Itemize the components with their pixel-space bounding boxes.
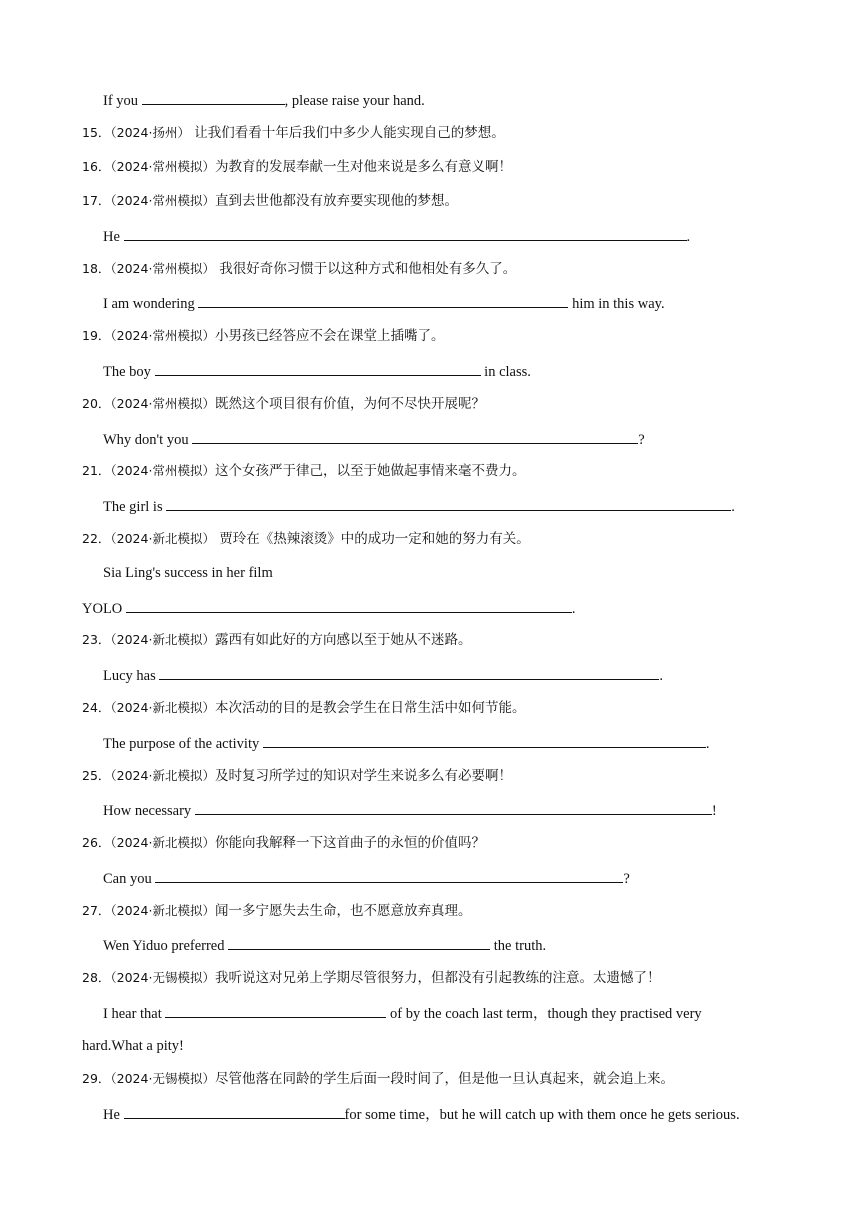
answer-prefix: Why don't you [103, 432, 189, 448]
chinese-prompt: 小男孩已经答应不会在课堂上插嘴了。 [214, 328, 445, 344]
question-number: 15． [82, 125, 111, 140]
answer-line [103, 1103, 740, 1125]
chinese-prompt: 你能向我解释一下这首曲子的永恒的价值吗？ [214, 835, 485, 851]
answer-line [82, 1036, 184, 1056]
answer-prefix: The purpose of the activity [103, 736, 260, 752]
question-line [82, 529, 530, 549]
chinese-prompt: 露西有如此好的方向感以至于她从不迷路。 [214, 632, 472, 648]
question-number: 18． [82, 261, 111, 276]
question-line [82, 461, 525, 481]
chinese-prompt: 闻一多宁愿失去生命，也不愿意放弃真理。 [214, 903, 472, 919]
answer-prefix: The boy [103, 364, 151, 380]
question-source: （2024·常州模拟） [110, 159, 215, 174]
answer-prefix: Wen Yiduo preferred [103, 938, 225, 954]
question-number: 25． [82, 768, 111, 783]
question-number: 24． [82, 700, 111, 715]
answer-suffix: . [705, 736, 710, 752]
answer-blank[interactable] [195, 799, 712, 815]
answer-prefix: How necessary [103, 803, 192, 819]
question-number: 28． [82, 970, 111, 985]
question-source: （2024·无锡模拟） [110, 970, 215, 985]
answer-blank[interactable] [263, 732, 706, 748]
question-source: （2024·新北模拟） [110, 768, 215, 783]
answer-blank[interactable] [228, 934, 490, 950]
answer-line [103, 428, 645, 450]
question-source: （2024·无锡模拟） [110, 1071, 215, 1086]
answer-prefix: I am wondering [103, 296, 195, 312]
answer-prefix: He [103, 229, 120, 245]
answer-prefix: Can you [103, 871, 152, 887]
chinese-prompt: 为教育的发展奉献一生对他来说是多么有意义啊！ [214, 159, 512, 175]
answer-suffix: him in this way. [568, 296, 665, 312]
question-number: 17． [82, 193, 111, 208]
question-line [82, 968, 660, 988]
question-line [82, 630, 471, 650]
answer-prefix: Lucy has [103, 668, 156, 684]
question-source: （2024·新北模拟） [110, 700, 215, 715]
answer-blank[interactable] [124, 225, 687, 241]
question-number: 20． [82, 396, 111, 411]
chinese-prompt: 让我们看看十年后我们中多少人能实现自己的梦想。 [189, 125, 505, 141]
answer-blank[interactable] [142, 89, 285, 105]
answer-line [82, 597, 576, 619]
answer-suffix: . [686, 229, 691, 245]
question-source: （2024·常州模拟） [110, 261, 215, 276]
answer-prefix: YOLO [82, 601, 123, 617]
answer-suffix: of by the coach last term，though they practised very [386, 1006, 702, 1022]
question-number: 16． [82, 159, 111, 174]
question-number: 21． [82, 463, 111, 478]
answer-suffix: . [659, 668, 663, 684]
answer-line [103, 934, 546, 956]
answer-suffix: for some time，but he will catch up with them once he gets serious. [344, 1107, 740, 1123]
question-source: （2024·常州模拟） [110, 463, 215, 478]
answer-suffix: ! [711, 803, 717, 819]
answer-line [103, 360, 531, 382]
answer-suffix: in class. [480, 364, 531, 380]
question-line [82, 1069, 674, 1089]
question-source: （2024·新北模拟） [110, 903, 215, 918]
answer-line [103, 292, 665, 314]
question-line [82, 833, 485, 853]
question-number: 22． [82, 531, 111, 546]
answer-suffix: . [731, 499, 735, 515]
question-number: 29． [82, 1071, 111, 1086]
answer-suffix: . [571, 601, 576, 617]
answer-line [103, 225, 690, 247]
question-source: （2024·常州模拟） [110, 396, 215, 411]
question-line [82, 191, 458, 211]
answer-prefix: If you [103, 93, 139, 109]
answer-line [103, 89, 425, 111]
answer-blank[interactable] [124, 1103, 345, 1119]
answer-prefix: hard.What a pity! [82, 1038, 184, 1054]
answer-blank[interactable] [192, 428, 638, 444]
question-line [82, 698, 525, 718]
answer-prefix: He [103, 1107, 120, 1123]
question-source: （2024·常州模拟） [110, 193, 215, 208]
answer-prefix: I hear that [103, 1006, 162, 1022]
chinese-prompt: 我很好奇你习惯于以这种方式和他相处有多久了。 [214, 261, 517, 277]
answer-line [103, 664, 663, 686]
answer-line [103, 563, 273, 583]
answer-blank[interactable] [155, 360, 481, 376]
question-source: （2024·新北模拟） [110, 531, 215, 546]
answer-blank[interactable] [166, 495, 731, 511]
chinese-prompt: 及时复习所学过的知识对学生来说多么有必要啊！ [214, 768, 512, 784]
question-line [82, 259, 516, 279]
answer-suffix: the truth. [490, 938, 547, 954]
answer-blank[interactable] [126, 597, 572, 613]
question-number: 27． [82, 903, 111, 918]
answer-suffix: , please raise your hand. [284, 93, 425, 109]
answer-line [103, 495, 735, 517]
question-line [82, 326, 444, 346]
question-line [82, 157, 512, 177]
chinese-prompt: 直到去世他都没有放弃要实现他的梦想。 [214, 193, 458, 209]
question-line [82, 901, 471, 921]
question-line [82, 766, 512, 786]
answer-prefix: The girl is [103, 499, 163, 515]
question-line [82, 394, 485, 414]
answer-suffix: ? [623, 871, 630, 887]
chinese-prompt: 这个女孩严于律己，以至于她做起事情来毫不费力。 [214, 463, 526, 479]
chinese-prompt: 既然这个项目很有价值，为何不尽快开展呢？ [214, 396, 485, 412]
chinese-prompt: 尽管他落在同龄的学生后面一段时间了，但是他一旦认真起来，就会追上来。 [214, 1071, 674, 1087]
chinese-prompt: 我听说这对兄弟上学期尽管很努力，但都没有引起教练的注意。太遗憾了！ [214, 970, 661, 986]
question-source: （2024·扬州） [110, 125, 190, 140]
question-source: （2024·新北模拟） [110, 632, 215, 647]
chinese-prompt: 贾玲在《热辣滚烫》中的成功一定和她的努力有关。 [214, 531, 530, 547]
answer-line [103, 867, 630, 889]
question-line [82, 123, 505, 143]
answer-prefix: Sia Ling's success in her film [103, 565, 273, 581]
answer-line [103, 799, 717, 821]
answer-line [103, 1002, 702, 1024]
answer-blank[interactable] [198, 292, 568, 308]
question-source: （2024·常州模拟） [110, 328, 215, 343]
question-number: 19． [82, 328, 111, 343]
answer-line [103, 732, 709, 754]
chinese-prompt: 本次活动的目的是教会学生在日常生活中如何节能。 [214, 700, 526, 716]
answer-blank[interactable] [165, 1002, 386, 1018]
answer-blank[interactable] [159, 664, 659, 680]
answer-blank[interactable] [155, 867, 623, 883]
question-number: 26． [82, 835, 111, 850]
answer-suffix: ? [638, 432, 645, 448]
question-source: （2024·新北模拟） [110, 835, 215, 850]
question-number: 23． [82, 632, 111, 647]
